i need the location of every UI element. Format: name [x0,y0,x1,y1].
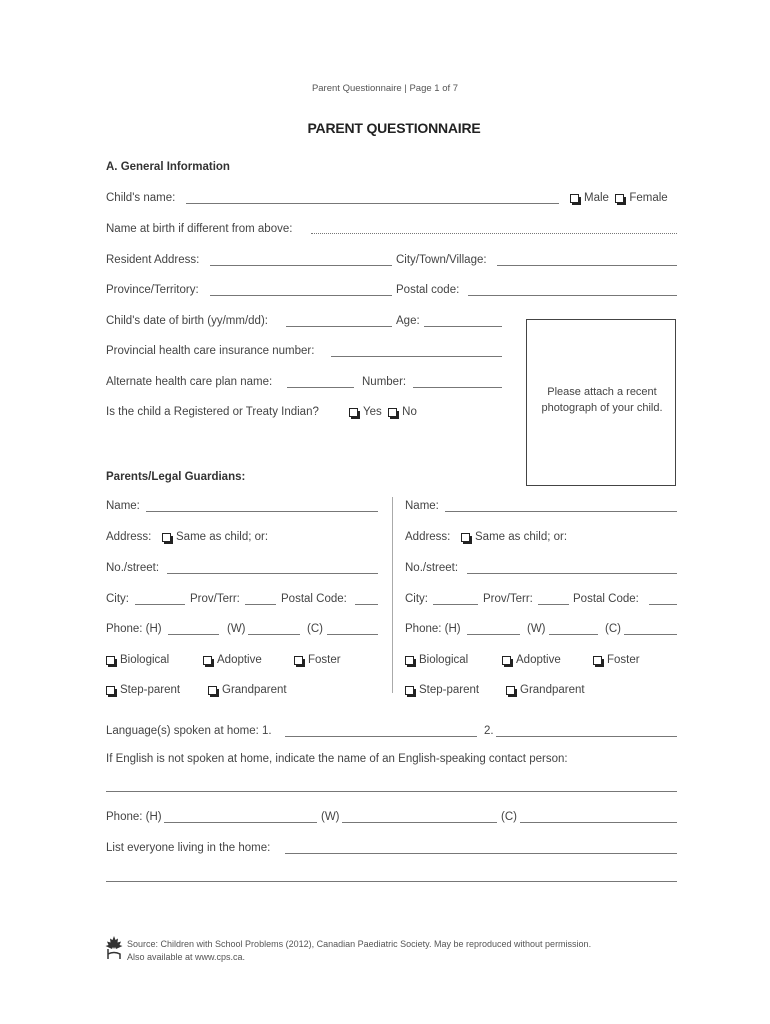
adoptive-label: Adoptive [217,654,262,666]
male-checkbox[interactable] [570,192,609,204]
guardian1-prov-label: Prov/Terr: [190,593,240,605]
treaty-label: Is the child a Registered or Treaty Indian? [106,406,319,418]
guardian2-street-label: No./street: [405,562,459,574]
checkbox-icon [461,533,470,542]
province-field[interactable] [210,295,392,296]
guardian2-name-label: Name: [405,500,439,512]
checkbox-icon [106,656,115,665]
province-label: Province/Territory: [106,284,199,296]
guardian1-postal-field[interactable] [355,604,378,605]
yes-label: Yes [363,406,382,418]
photo-box[interactable] [526,319,676,486]
guardian1-city-label: City: [106,593,129,605]
guardian1-same-checkbox[interactable] [162,531,268,543]
guardian1-step-parent-checkbox[interactable] [106,684,180,696]
guardian2-prov-label: Prov/Terr: [483,593,533,605]
resident-address-label: Resident Address: [106,254,200,266]
name-at-birth-field[interactable] [311,233,677,234]
checkbox-icon [615,194,624,203]
health-number-field[interactable] [331,356,502,357]
postal-code-field[interactable] [468,295,677,296]
childs-name-field[interactable] [186,203,559,204]
yes-checkbox[interactable] [349,406,382,418]
checkbox-icon [570,194,579,203]
checkbox-icon [208,686,217,695]
household-field-2[interactable] [106,881,677,882]
photo-instructions: Please attach a recent photograph of your child. [541,386,663,414]
checkbox-icon [162,533,171,542]
checkbox-icon [506,686,515,695]
alt-plan-label: Alternate health care plan name: [106,376,273,388]
city-label: City/Town/Village: [396,254,487,266]
guardian1-biological-checkbox[interactable] [106,654,169,666]
contact-phone-w-field[interactable] [342,822,497,823]
guardian1-phone-h-field[interactable] [168,634,219,635]
female-checkbox[interactable] [615,192,667,204]
no-label: No [402,406,417,418]
guardian2-phone-h-label: Phone: (H) [405,623,461,635]
step-parent-label: Step-parent [419,684,480,696]
guardian2-foster-checkbox[interactable] [593,654,640,666]
household-field-1[interactable] [285,853,677,854]
grandparent-label: Grandparent [520,684,585,696]
language-1-field[interactable] [285,736,477,737]
guardian2-postal-label: Postal Code: [573,593,639,605]
checkbox-icon [502,656,511,665]
alt-plan-field[interactable] [287,387,354,388]
guardian1-street-field[interactable] [167,573,378,574]
guardian2-phone-c-field[interactable] [624,634,677,635]
male-label: Male [584,192,609,204]
guardian1-name-label: Name: [106,500,140,512]
guardian2-same-checkbox[interactable] [461,531,567,543]
section-heading-guardians: Parents/Legal Guardians: [106,471,246,483]
column-divider [392,497,393,693]
guardian2-city-label: City: [405,593,428,605]
guardian2-phone-w-label: (W) [527,623,546,635]
guardian2-grandparent-checkbox[interactable] [506,684,585,696]
guardian2-phone-c-label: (C) [605,623,621,635]
guardian2-biological-checkbox[interactable] [405,654,468,666]
guardian2-name-field[interactable] [445,511,677,512]
guardian1-grandparent-checkbox[interactable] [208,684,287,696]
childs-name-label: Child's name: [106,192,176,204]
checkbox-icon [405,686,414,695]
checkbox-icon [349,408,358,417]
city-field[interactable] [497,265,677,266]
no-checkbox[interactable] [388,406,417,418]
guardian1-address-label: Address: [106,531,152,543]
guardian1-foster-checkbox[interactable] [294,654,341,666]
same-as-child-label: Same as child; or: [475,531,568,543]
guardian2-postal-field[interactable] [649,604,677,605]
foster-label: Foster [308,654,341,666]
guardian2-phone-h-field[interactable] [467,634,520,635]
guardian1-phone-w-field[interactable] [248,634,300,635]
guardian1-adoptive-checkbox[interactable] [203,654,262,666]
guardian2-street-field[interactable] [467,573,677,574]
guardian2-step-parent-checkbox[interactable] [405,684,479,696]
english-contact-label: If English is not spoken at home, indicate the name of an English-speaking contact person: [106,753,568,765]
age-label: Age: [396,315,420,327]
resident-address-field[interactable] [210,265,392,266]
step-parent-label: Step-parent [120,684,181,696]
female-label: Female [629,192,668,204]
section-heading-general: A. General Information [106,161,230,173]
contact-phone-c-field[interactable] [520,822,677,823]
same-as-child-label: Same as child; or: [176,531,269,543]
guardian1-street-label: No./street: [106,562,160,574]
foster-label: Foster [607,654,640,666]
contact-phone-w-label: (W) [321,811,340,823]
guardian2-prov-field[interactable] [538,604,569,605]
contact-phone-h-field[interactable] [164,822,317,823]
checkbox-icon [203,656,212,665]
guardian1-phone-c-field[interactable] [327,634,378,635]
number-field[interactable] [413,387,502,388]
age-field[interactable] [424,326,502,327]
guardian2-address-label: Address: [405,531,451,543]
guardian1-phone-c-label: (C) [307,623,323,635]
number-label: Number: [362,376,407,388]
postal-code-label: Postal code: [396,284,460,296]
dob-label: Child's date of birth (yy/mm/dd): [106,315,268,327]
grandparent-label: Grandparent [222,684,287,696]
guardian2-adoptive-checkbox[interactable] [502,654,561,666]
language-2-label: 2. [484,725,494,737]
checkbox-icon [388,408,397,417]
checkbox-icon [294,656,303,665]
checkbox-icon [593,656,602,665]
english-contact-field[interactable] [106,791,677,792]
health-number-label: Provincial health care insurance number: [106,345,315,357]
page-title: PARENT QUESTIONNAIRE [307,120,481,136]
adoptive-label: Adoptive [516,654,561,666]
guardian1-prov-field[interactable] [245,604,276,605]
guardian1-postal-label: Postal Code: [281,593,347,605]
guardian1-phone-w-label: (W) [227,623,246,635]
biological-label: Biological [419,654,469,666]
page-header: Parent Questionnaire | Page 1 of 7 [311,83,459,94]
biological-label: Biological [120,654,170,666]
household-label: List everyone living in the home: [106,842,271,854]
name-at-birth-label: Name at birth if different from above: [106,223,293,235]
guardian1-city-field[interactable] [135,604,185,605]
footer-source [127,938,591,964]
source-text: Source: Children with School Problems (2012), Canadian Paediatric Society. May be reproduced without permission. [127,939,592,949]
guardian2-city-field[interactable] [433,604,478,605]
guardian1-phone-h-label: Phone: (H) [106,623,162,635]
guardian1-name-field[interactable] [146,511,378,512]
contact-phone-c-label: (C) [501,811,517,823]
language-2-field[interactable] [496,736,677,737]
maple-leaf-logo-icon [104,935,124,961]
contact-phone-h-label: Phone: (H) [106,811,162,823]
availability-text: Also available at www.cps.ca. [127,952,246,962]
checkbox-icon [405,656,414,665]
language-label: Language(s) spoken at home: 1. [106,725,272,737]
checkbox-icon [106,686,115,695]
guardian2-phone-w-field[interactable] [549,634,598,635]
dob-field[interactable] [286,326,392,327]
